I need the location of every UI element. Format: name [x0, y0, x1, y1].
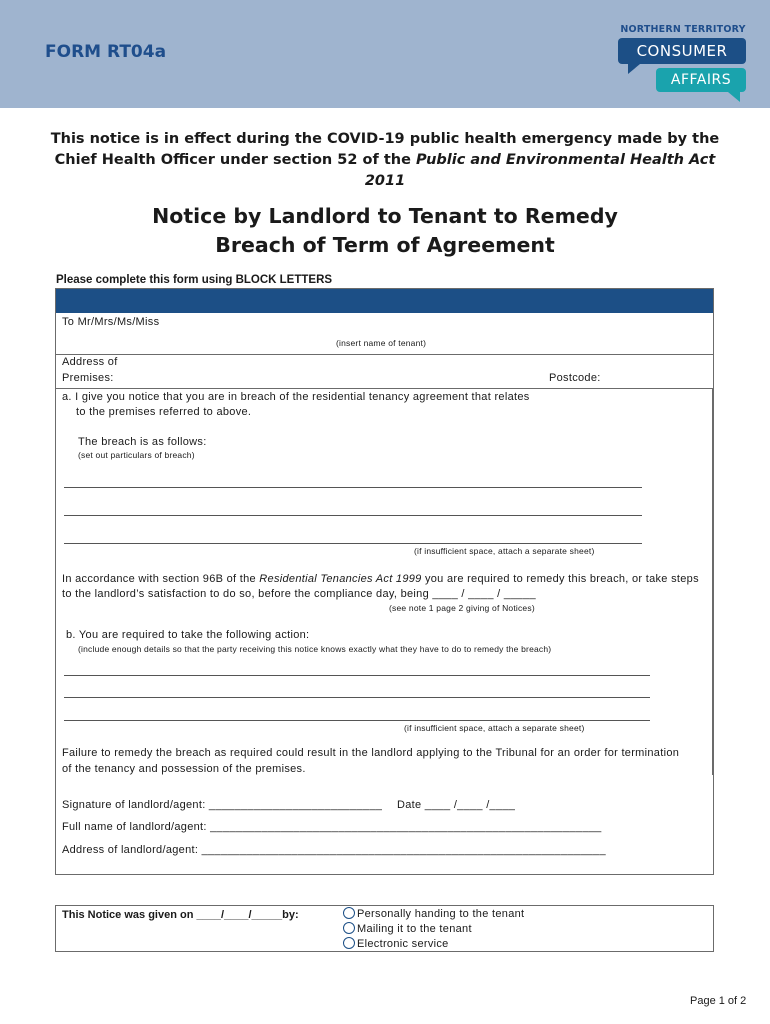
- accordance-post: you are required to remedy this breach, or take steps: [421, 573, 699, 585]
- signature-field[interactable]: Signature of landlord/agent: ___________________________: [62, 799, 383, 811]
- accordance-pre: In accordance with section 96B of the: [62, 573, 260, 585]
- note-hint: (see note 1 page 2 giving of Notices): [389, 603, 535, 613]
- tenant-hint: (insert name of tenant): [336, 338, 427, 348]
- logo-line-3: AFFAIRS: [656, 68, 746, 92]
- to-label: To Mr/Mrs/Ms/Miss: [62, 316, 160, 328]
- address-field[interactable]: [126, 359, 546, 385]
- radio-mailing[interactable]: [343, 922, 355, 934]
- covid-notice: [40, 129, 730, 192]
- address-agent-field[interactable]: Address of landlord/agent: _______________________________________________________________: [62, 844, 606, 856]
- logo-tail-1: [628, 64, 640, 74]
- section-a-line-1: a. I give you notice that you are in breach of the residential tenancy agreement that relates: [62, 391, 530, 403]
- radio-personally[interactable]: [343, 907, 355, 919]
- action-line-1[interactable]: [64, 675, 650, 676]
- accordance-line-1: [62, 573, 699, 585]
- service-method-box: [55, 905, 714, 952]
- section-b: b. You are required to take the following action:: [66, 629, 310, 641]
- form-header-bar: [56, 289, 713, 313]
- breach-hint: (set out particulars of breach): [78, 450, 195, 460]
- covid-notice-act: Public and Environmental Health Act 2011: [364, 152, 716, 189]
- form-instruction: Please complete this form using BLOCK LETTERS: [56, 274, 333, 286]
- radio-electronic[interactable]: [343, 937, 355, 949]
- breach-label: The breach is as follows:: [78, 436, 207, 448]
- option-personally: Personally handing to the tenant: [357, 908, 525, 920]
- space-hint: (if insufficient space, attach a separate sheet): [414, 546, 595, 556]
- action-line-2[interactable]: [64, 697, 650, 698]
- notice-form: [55, 288, 714, 875]
- page-title-line-2: Breach of Term of Agreement: [215, 233, 555, 257]
- page-title: [40, 202, 730, 260]
- failure-line-1: Failure to remedy the breach as required could result in the landlord applying to the Tribunal for an order for termination: [62, 747, 680, 759]
- signature-date-field[interactable]: Date ____ /____ /____: [397, 799, 516, 811]
- action-line-3[interactable]: [64, 720, 650, 721]
- address-label-2: Premises:: [62, 372, 114, 384]
- accordance-act: Residential Tenancies Act 1999: [259, 573, 422, 585]
- space-hint-2: (if insufficient space, attach a separate sheet): [404, 723, 585, 733]
- breach-line-1[interactable]: [64, 487, 642, 488]
- breach-line-2[interactable]: [64, 515, 642, 516]
- covid-notice-text: This notice is in effect during the COVID-19 public health emergency made by the Chief Health Officer under section 52 of the: [50, 131, 720, 168]
- option-electronic: Electronic service: [357, 938, 449, 950]
- right-rule: [712, 389, 714, 775]
- logo-tail-2: [728, 92, 740, 102]
- consumer-affairs-logo: [612, 20, 752, 104]
- failure-line-2: of the tenancy and possession of the premises.: [62, 763, 306, 775]
- divider: [56, 388, 713, 389]
- full-name-field[interactable]: Full name of landlord/agent: _____________________________________________________________: [62, 821, 602, 833]
- address-label-1: Address of: [62, 356, 118, 368]
- option-mailing: Mailing it to the tenant: [357, 923, 472, 935]
- logo-line-1: NORTHERN TERRITORY: [620, 24, 746, 35]
- page-title-line-1: Notice by Landlord to Tenant to Remedy: [152, 204, 618, 228]
- divider: [56, 354, 713, 355]
- given-on-label[interactable]: This Notice was given on ____/____/_____by:: [62, 909, 299, 921]
- page-number: Page 1 of 2: [690, 995, 747, 1007]
- form-code: FORM RT04a: [45, 42, 167, 62]
- compliance-date-field[interactable]: [432, 588, 542, 602]
- accordance-line-2: to the landlord’s satisfaction to do so, before the compliance day, being ____ / ____ / _____: [62, 588, 536, 600]
- postcode-label: Postcode:: [549, 372, 601, 384]
- breach-line-3[interactable]: [64, 543, 642, 544]
- tenant-name-field[interactable]: [62, 313, 702, 333]
- section-a-line-2: to the premises referred to above.: [76, 406, 252, 418]
- logo-line-2: CONSUMER: [618, 38, 746, 64]
- section-b-hint: (include enough details so that the party receiving this notice knows exactly what they have to do to remedy the breach): [78, 644, 552, 654]
